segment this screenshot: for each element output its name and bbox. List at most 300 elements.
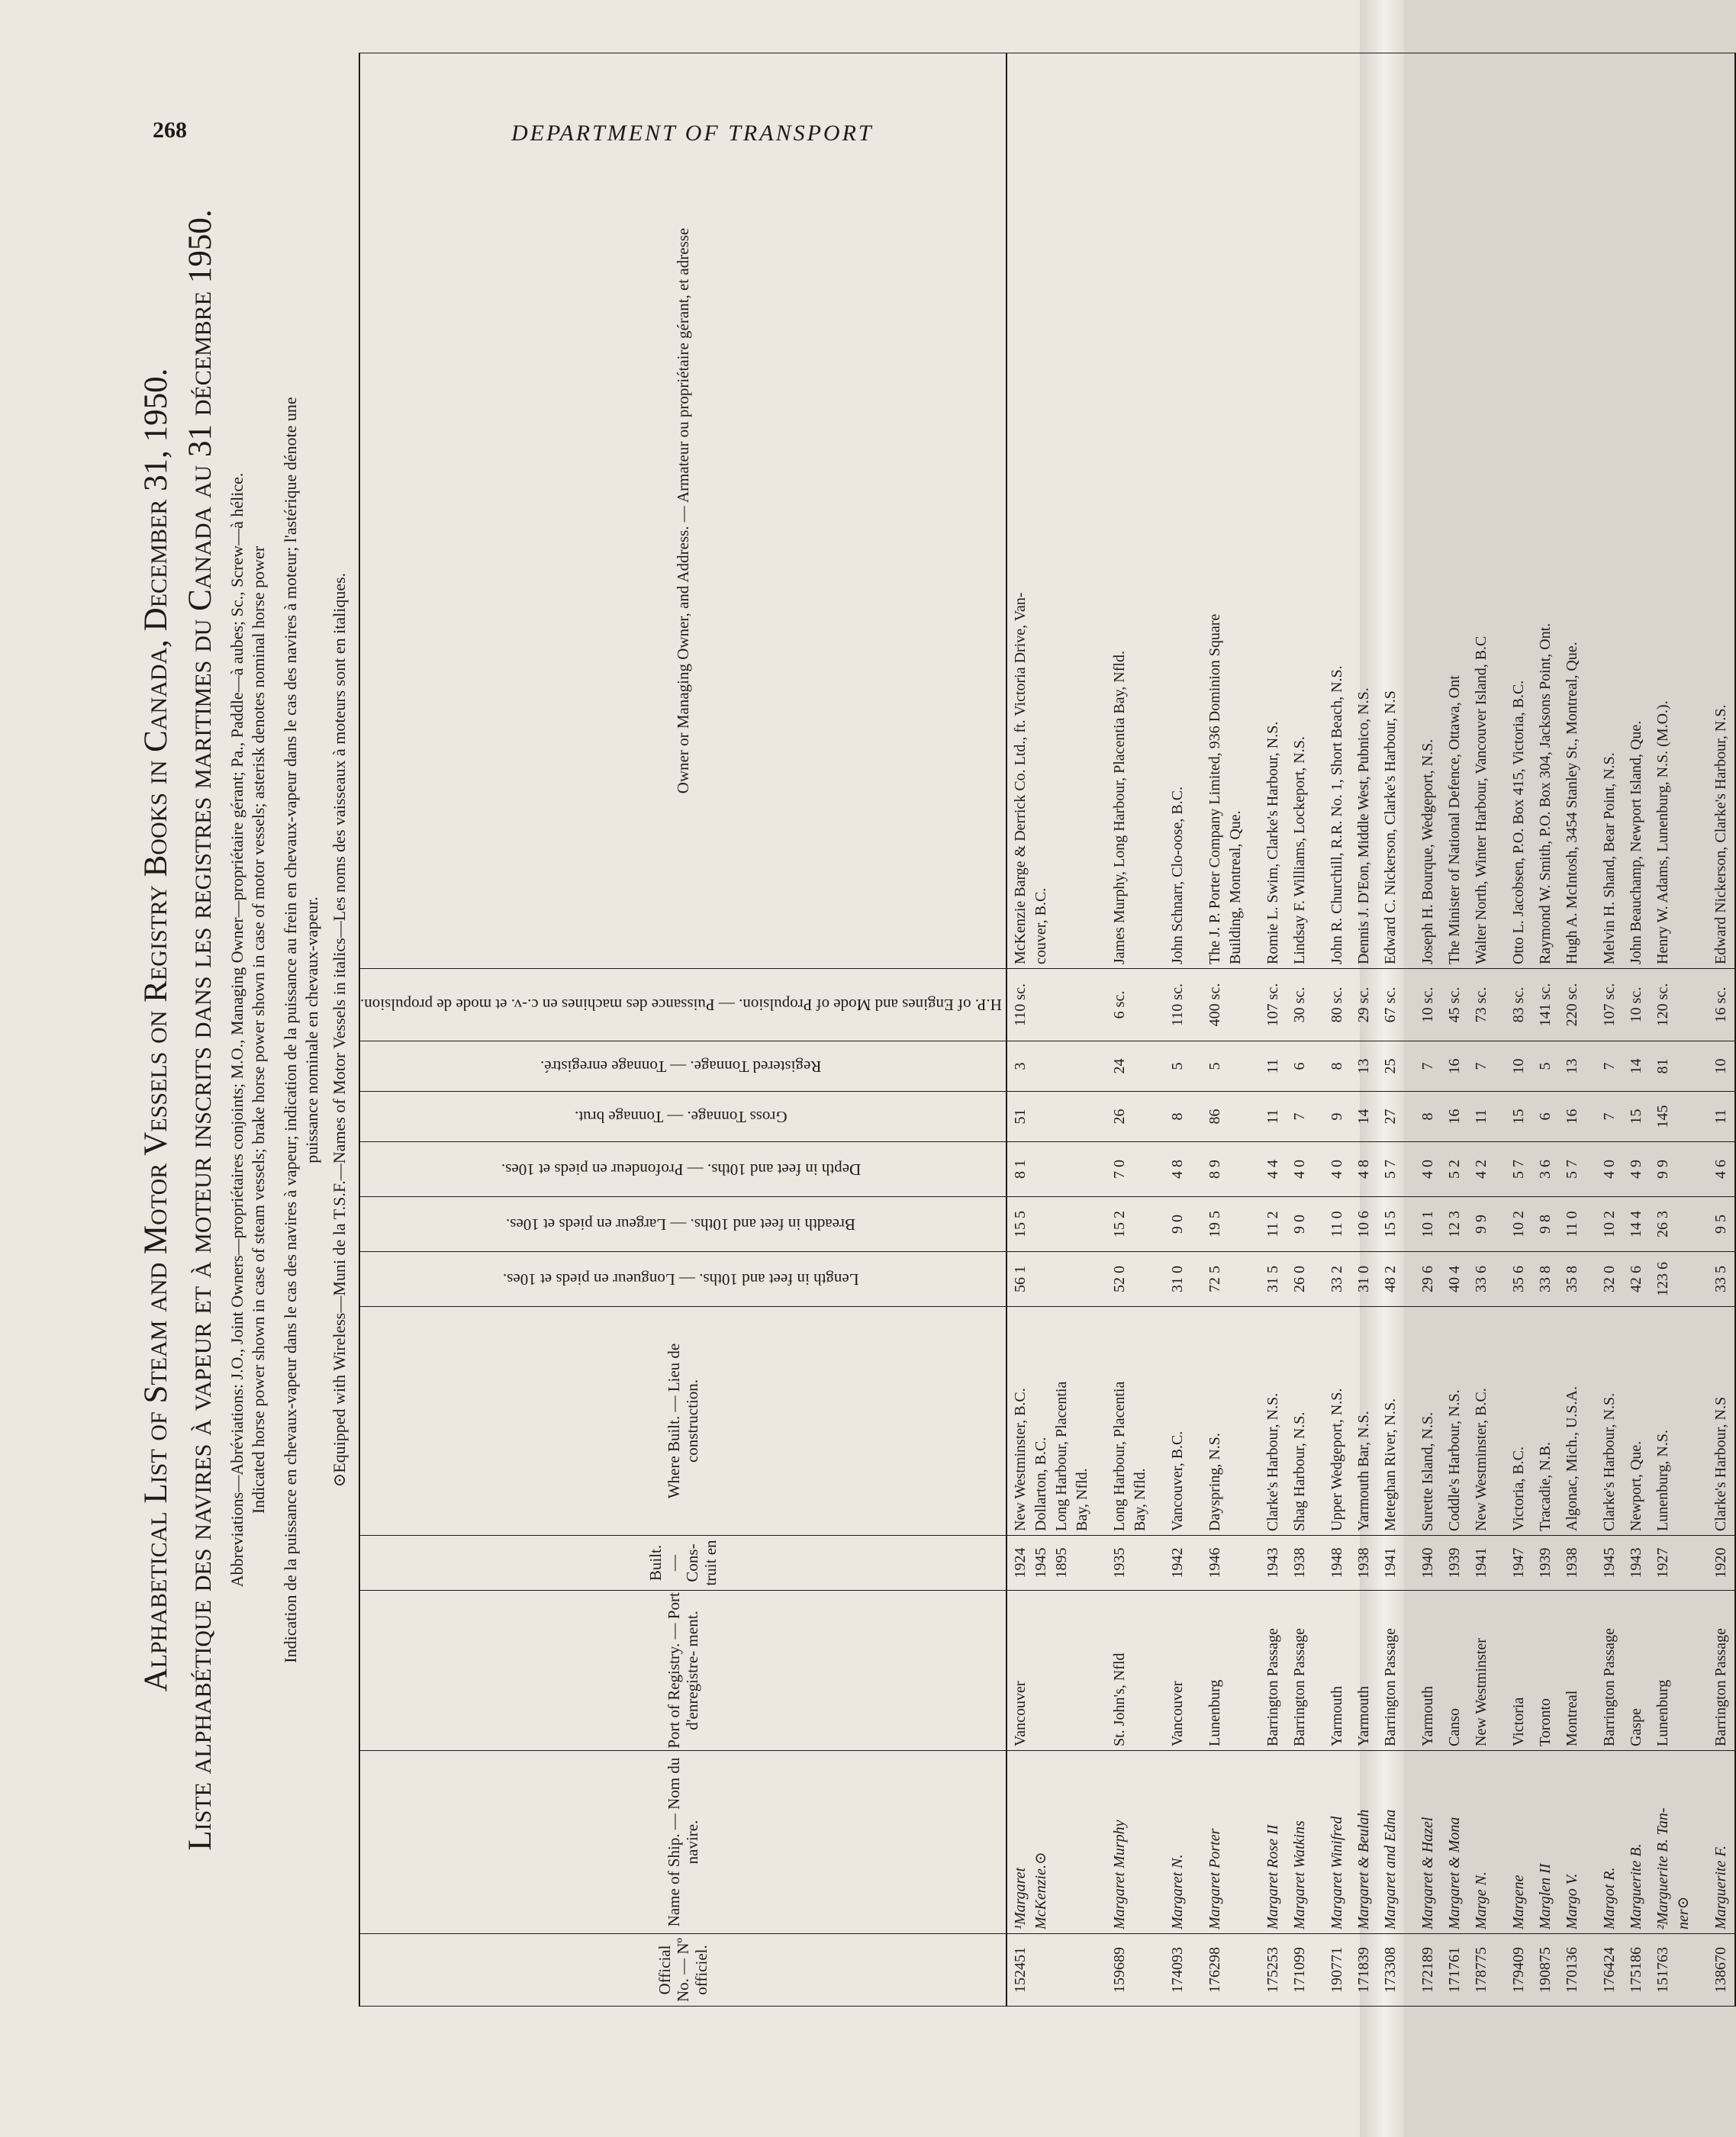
col-hp	[359, 969, 1006, 1041]
ship-name-cell-line: Margaret and Edna	[1381, 1809, 1399, 1929]
built-year-cell-line: 1941	[1381, 1547, 1399, 1579]
gross-tonnage-cell: 86	[1191, 1092, 1249, 1142]
wireless-note: ⊙Equipped with Wireless—Muni de la T.S.F.—Names of Motor Vessels in italics—Les noms des vaisseaux à moteurs sont en italiques.	[330, 572, 349, 1488]
horse-power-cell: 141 sc.	[1532, 969, 1559, 1041]
breadth-cell: 26 3	[1650, 1197, 1697, 1252]
col-official-no: Official No. — Nº officiel.	[359, 1934, 1006, 2007]
depth-cell: 4 4	[1249, 1142, 1287, 1197]
table-row	[1697, 53, 1735, 2007]
where-built-cell	[1006, 1307, 1096, 1536]
ship-name-cell	[1468, 1751, 1495, 1934]
registered-tonnage-cell: 13	[1559, 1041, 1586, 1092]
length-cell: 123 6	[1650, 1252, 1697, 1307]
breadth-cell: 9 5	[1697, 1197, 1735, 1252]
breadth-cell: 10 6	[1351, 1197, 1377, 1252]
where-built-cell	[1441, 1307, 1468, 1536]
col-gross	[359, 1092, 1006, 1142]
owner-cell	[1532, 53, 1559, 969]
length-cell: 26 0	[1287, 1252, 1313, 1307]
depth-cell: 4 9	[1623, 1142, 1650, 1197]
where-built-cell-line: Dayspring, N.S.	[1206, 1433, 1223, 1531]
official-no-cell: 151763	[1650, 1934, 1697, 2007]
registered-tonnage-cell: 14	[1623, 1041, 1650, 1092]
ship-name-cell	[1623, 1751, 1650, 1934]
horse-power-cell: 110 sc.	[1154, 969, 1191, 1041]
built-year-cell-line: 1927	[1654, 1547, 1671, 1579]
ship-name-cell-line: Margot R.	[1600, 1867, 1618, 1929]
owner-cell	[1191, 53, 1249, 969]
port-cell: Yarmouth	[1313, 1591, 1351, 1751]
breadth-cell: 9 0	[1154, 1197, 1191, 1252]
depth-cell: 4 2	[1468, 1142, 1495, 1197]
port-cell: Vancouver	[1154, 1591, 1191, 1751]
where-built-cell	[1351, 1307, 1377, 1536]
official-no-cell: 176298	[1191, 1934, 1249, 2007]
horse-power-cell: 107 sc.	[1249, 969, 1287, 1041]
port-cell: Montreal	[1559, 1591, 1586, 1751]
owner-cell	[1313, 53, 1351, 969]
built-year-cell	[1586, 1536, 1623, 1591]
rotated-table-sheet	[122, 31, 1729, 2029]
french-indication-note-cont: puissance nominale en chevaux-vapeur.	[302, 896, 321, 1163]
ship-name-cell-line: Margaret & Mona	[1445, 1817, 1463, 1929]
table-row	[1351, 53, 1377, 2007]
gross-tonnage-cell: 8	[1404, 1092, 1441, 1142]
where-built-cell-line: Tracadie, N.B.	[1536, 1441, 1554, 1531]
owner-cell-line: Henry W. Adams, Lunenburg, N.S. (M.O.).	[1654, 700, 1671, 964]
gross-tonnage-cell: 145	[1650, 1092, 1697, 1142]
gross-tonnage-cell: 7	[1287, 1092, 1313, 1142]
built-year-cell	[1559, 1536, 1586, 1591]
where-built-cell	[1249, 1307, 1287, 1536]
col-owner: Owner or Managing Owner, and Address. — Armateur ou propriétaire gérant, et adresse	[359, 53, 1006, 969]
gross-tonnage-cell: 14	[1351, 1092, 1377, 1142]
depth-cell: 4 6	[1697, 1142, 1735, 1197]
built-year-cell-line: 1943	[1627, 1547, 1644, 1579]
registered-tonnage-cell: 5	[1154, 1041, 1191, 1092]
horse-power-cell: 30 sc.	[1287, 969, 1313, 1041]
table-row	[1249, 53, 1287, 2007]
built-year-cell	[1404, 1536, 1441, 1591]
built-year-cell	[1154, 1536, 1191, 1591]
owner-cell	[1006, 53, 1096, 969]
gross-tonnage-cell: 51	[1006, 1092, 1096, 1142]
depth-cell: 3 6	[1532, 1142, 1559, 1197]
breadth-cell: 14 4	[1623, 1197, 1650, 1252]
length-cell: 52 0	[1096, 1252, 1154, 1307]
breadth-cell: 15 2	[1096, 1197, 1154, 1252]
built-year-cell	[1468, 1536, 1495, 1591]
owner-cell-line: Lindsay F. Williams, Lockeport, N.S.	[1290, 736, 1308, 964]
owner-cell	[1623, 53, 1650, 969]
port-cell: Canso	[1441, 1591, 1468, 1751]
ship-name-cell-line: Margaret & Beulah	[1354, 1809, 1372, 1929]
owner-cell-line: Building, Montreal, Que.	[1226, 810, 1244, 964]
ship-name-cell	[1650, 1751, 1697, 1934]
gross-tonnage-cell: 16	[1441, 1092, 1468, 1142]
built-year-cell	[1096, 1536, 1154, 1591]
port-cell: Yarmouth	[1404, 1591, 1441, 1751]
official-no-cell: 176424	[1586, 1934, 1623, 2007]
breadth-cell: 11 0	[1313, 1197, 1351, 1252]
table-row	[1006, 53, 1096, 2007]
table-row	[1586, 53, 1623, 2007]
port-cell: Gaspe	[1623, 1591, 1650, 1751]
length-cell: 33 2	[1313, 1252, 1351, 1307]
ship-name-cell-line: Margaret N.	[1168, 1854, 1186, 1929]
owner-cell-line: Hugh A. McIntosh, 3454 Stanley St., Montreal, Que.	[1563, 642, 1580, 964]
length-cell: 40 4	[1441, 1252, 1468, 1307]
built-year-cell	[1287, 1536, 1313, 1591]
where-built-cell-line: Upper Wedgeport, N.S.	[1328, 1388, 1345, 1531]
col-depth	[359, 1142, 1006, 1197]
horse-power-cell: 110 sc.	[1006, 969, 1096, 1041]
col-name: Name of Ship. — Nom du navire.	[359, 1751, 1006, 1934]
depth-cell: 5 7	[1559, 1142, 1586, 1197]
col-port: Port of Registry. — Port d'enregistre- ment.	[359, 1591, 1006, 1751]
where-built-cell	[1191, 1307, 1249, 1536]
official-no-cell: 159689	[1096, 1934, 1154, 2007]
ship-name-cell-line: Margaret Watkins	[1290, 1820, 1308, 1929]
department-title: DEPARTMENT OF TRANSPORT	[511, 121, 874, 146]
length-cell: 31 5	[1249, 1252, 1287, 1307]
official-no-cell: 179409	[1495, 1934, 1532, 2007]
built-year-cell-line: 1940	[1419, 1547, 1436, 1579]
col-breadth	[359, 1197, 1006, 1252]
ship-name-cell	[1191, 1751, 1249, 1934]
port-cell: Vancouver	[1006, 1591, 1096, 1751]
ship-name-cell-line: Margaret & Hazel	[1419, 1817, 1436, 1929]
horse-power-cell: 29 sc.	[1351, 969, 1377, 1041]
horse-power-cell: 107 sc.	[1586, 969, 1623, 1041]
depth-cell: 9 9	[1650, 1142, 1697, 1197]
where-built-cell	[1096, 1307, 1154, 1536]
table-body	[1006, 53, 1735, 2007]
owner-cell	[1351, 53, 1377, 969]
col-built: Built. — Cons- truit en	[359, 1536, 1006, 1591]
owner-cell	[1096, 53, 1154, 969]
breadth-cell: 10 2	[1495, 1197, 1532, 1252]
breadth-cell: 9 0	[1287, 1197, 1313, 1252]
ship-name-cell	[1697, 1751, 1735, 1934]
col-depth-label: Depth in feet and 10ths. — Profondeur en pieds et 10es.	[501, 1160, 862, 1179]
ship-name-cell-line: Margaret Rose II	[1264, 1824, 1281, 1929]
port-cell: St. John's, Nfld	[1096, 1591, 1154, 1751]
owner-cell	[1154, 53, 1191, 969]
depth-cell: 4 0	[1404, 1142, 1441, 1197]
length-cell: 56 1	[1006, 1252, 1096, 1307]
built-year-cell	[1532, 1536, 1559, 1591]
depth-cell: 4 0	[1287, 1142, 1313, 1197]
official-no-cell: 190875	[1532, 1934, 1559, 2007]
registered-tonnage-cell: 5	[1191, 1041, 1249, 1092]
where-built-cell-line: Dollarton, B.C.	[1032, 1437, 1049, 1531]
where-built-cell	[1287, 1307, 1313, 1536]
length-cell: 33 8	[1532, 1252, 1559, 1307]
table-row	[1191, 53, 1249, 2007]
ship-name-cell	[1154, 1751, 1191, 1934]
where-built-cell-line: Long Harbour, Placentia	[1052, 1381, 1070, 1531]
gross-tonnage-cell: 26	[1096, 1092, 1154, 1142]
port-cell: Yarmouth	[1351, 1591, 1377, 1751]
col-gross-label: Gross Tonnage. — Tonnage brut.	[575, 1107, 787, 1126]
depth-cell: 4 8	[1154, 1142, 1191, 1197]
owner-cell	[1468, 53, 1495, 969]
where-built-cell	[1154, 1307, 1191, 1536]
owner-cell-line: Edward C. Nickerson, Clarke's Harbour, N.S	[1381, 690, 1399, 964]
official-no-cell: 171839	[1351, 1934, 1377, 2007]
ship-name-cell-line: Margaret Porter	[1206, 1828, 1223, 1929]
official-no-cell: 170136	[1559, 1934, 1586, 2007]
built-year-cell	[1191, 1536, 1249, 1591]
official-no-cell: 175253	[1249, 1934, 1287, 2007]
port-cell: Barrington Passage	[1697, 1591, 1735, 1751]
depth-cell: 4 0	[1313, 1142, 1351, 1197]
ship-name-cell	[1287, 1751, 1313, 1934]
owner-cell-line: John R. Churchill, R.R. No. 1, Short Beach, N.S.	[1328, 665, 1345, 964]
horse-power-cell: 10 sc.	[1404, 969, 1441, 1041]
where-built-cell-line: Bay, Nfld.	[1073, 1468, 1090, 1531]
built-year-cell	[1623, 1536, 1650, 1591]
depth-cell: 5 7	[1495, 1142, 1532, 1197]
where-built-cell	[1313, 1307, 1351, 1536]
registered-tonnage-cell: 11	[1249, 1041, 1287, 1092]
length-cell: 48 2	[1377, 1252, 1404, 1307]
table-row	[1650, 53, 1697, 2007]
depth-cell: 5 2	[1441, 1142, 1468, 1197]
ship-name-cell	[1006, 1751, 1096, 1934]
length-cell: 29 6	[1404, 1252, 1441, 1307]
built-year-cell-line: 1947	[1509, 1547, 1527, 1579]
where-built-cell-line: Meteghan River, N.S.	[1381, 1398, 1399, 1531]
registered-tonnage-cell: 25	[1377, 1041, 1404, 1092]
depth-cell: 7 0	[1096, 1142, 1154, 1197]
breadth-cell: 11 0	[1559, 1197, 1586, 1252]
ship-name-cell-line: Marglen II	[1536, 1863, 1554, 1929]
ship-name-cell	[1404, 1751, 1441, 1934]
ship-name-cell-line: McKenzie.⊙	[1032, 1852, 1049, 1929]
gross-tonnage-cell: 15	[1623, 1092, 1650, 1142]
registered-tonnage-cell: 24	[1096, 1041, 1154, 1092]
ship-name-cell-line: ²Marguerite B. Tan-	[1654, 1807, 1671, 1929]
table-row	[1377, 53, 1404, 2007]
where-built-cell-line: Lunenburg, N.S.	[1654, 1430, 1671, 1531]
registered-tonnage-cell: 3	[1006, 1041, 1096, 1092]
french-indication-note: Indication de la puissance en chevaux-vapeur dans le cas des navires à vapeur; indication de la puissance au frein en chevaux-vapeur dans le cas des navires à moteur; l'astérique dénote une	[281, 397, 300, 1663]
where-built-cell-line: Long Harbour, Placentia	[1110, 1381, 1128, 1531]
gross-tonnage-cell: 9	[1313, 1092, 1351, 1142]
registered-tonnage-cell: 16	[1441, 1041, 1468, 1092]
gross-tonnage-cell: 15	[1495, 1092, 1532, 1142]
horse-power-cell: 73 sc.	[1468, 969, 1495, 1041]
owner-cell-line: Otto L. Jacobsen, P.O. Box 415, Victoria, B.C.	[1509, 680, 1527, 964]
built-year-cell-line: 1943	[1264, 1547, 1281, 1579]
where-built-cell-line: Coddle's Harbour, N.S.	[1445, 1389, 1463, 1531]
built-year-cell-line: 1920	[1712, 1547, 1729, 1579]
table-row	[1559, 53, 1586, 2007]
where-built-cell-line: Algonac, Mich., U.S.A.	[1563, 1386, 1580, 1531]
table-row	[1154, 53, 1191, 2007]
where-built-cell-line: Yarmouth Bar, N.S.	[1354, 1411, 1372, 1531]
length-cell: 32 0	[1586, 1252, 1623, 1307]
registered-tonnage-cell: 6	[1287, 1041, 1313, 1092]
depth-cell: 8 9	[1191, 1142, 1249, 1197]
ship-name-cell	[1096, 1751, 1154, 1934]
official-no-cell: 178775	[1468, 1934, 1495, 2007]
horse-power-cell: 120 sc.	[1650, 969, 1697, 1041]
owner-cell	[1441, 53, 1468, 969]
port-cell: Lunenburg	[1650, 1591, 1697, 1751]
ship-name-cell-line: Margaret Winifred	[1328, 1816, 1345, 1929]
ship-name-cell-line: Marge N.	[1472, 1871, 1490, 1929]
gross-tonnage-cell: 7	[1586, 1092, 1623, 1142]
official-no-cell: 171099	[1287, 1934, 1313, 2007]
built-year-cell-line: 1895	[1052, 1547, 1070, 1579]
where-built-cell-line: Surette Island, N.S.	[1419, 1411, 1436, 1531]
official-no-cell: 174093	[1154, 1934, 1191, 2007]
registered-tonnage-cell: 7	[1468, 1041, 1495, 1092]
where-built-cell-line: Bay, Nfld.	[1131, 1468, 1148, 1531]
horse-power-cell: 80 sc.	[1313, 969, 1351, 1041]
registered-tonnage-cell: 5	[1532, 1041, 1559, 1092]
horse-power-cell: 16 sc.	[1697, 969, 1735, 1041]
owner-cell-line: Raymond W. Smith, P.O. Box 304, Jacksons Point, Ont.	[1536, 623, 1554, 964]
built-year-cell-line: 1946	[1206, 1547, 1223, 1579]
ship-name-cell-line: ¹Margaret	[1011, 1867, 1029, 1929]
french-title: Liste alphabétique des navires à vapeur et à moteur inscrits dans les registres maritimes du Canada au 31 décembre 1950.	[182, 209, 218, 1851]
where-built-cell-line: Shag Harbour, N.S.	[1290, 1411, 1308, 1531]
table-row	[1441, 53, 1468, 2007]
official-no-cell: 172189	[1404, 1934, 1441, 2007]
where-built-cell	[1404, 1307, 1441, 1536]
built-year-cell-line: 1924	[1011, 1547, 1029, 1579]
gross-tonnage-cell: 11	[1468, 1092, 1495, 1142]
ship-name-cell	[1351, 1751, 1377, 1934]
vessel-registry-table	[359, 53, 1736, 2007]
breadth-cell: 10 1	[1404, 1197, 1441, 1252]
where-built-cell-line: Clarke's Harbour, N.S	[1712, 1396, 1729, 1531]
built-year-cell-line: 1948	[1328, 1547, 1345, 1579]
registered-tonnage-cell: 8	[1313, 1041, 1351, 1092]
port-cell: Barrington Passage	[1586, 1591, 1623, 1751]
owner-cell-line: Dennis J. D'Eon, Middle West, Pubnico, N.S.	[1354, 687, 1372, 964]
gross-tonnage-cell: 16	[1559, 1092, 1586, 1142]
length-cell: 33 5	[1697, 1252, 1735, 1307]
ship-name-cell-line: Margo V.	[1563, 1873, 1580, 1929]
built-year-cell-line: 1945	[1032, 1547, 1049, 1579]
owner-cell-line: McKenzie Barge & Derrick Co. Ltd., ft. Victoria Drive, Van-	[1011, 592, 1029, 964]
port-cell: Lunenburg	[1191, 1591, 1249, 1751]
where-built-cell	[1377, 1307, 1404, 1536]
registered-tonnage-cell: 10	[1697, 1041, 1735, 1092]
english-title: Alphabetical List of Steam and Motor Vessels on Registry Books in Canada, December 31, 1950.	[138, 368, 174, 1692]
built-year-cell-line: 1945	[1600, 1547, 1618, 1579]
port-cell: Barrington Passage	[1249, 1591, 1287, 1751]
depth-cell: 4 8	[1351, 1142, 1377, 1197]
built-year-cell-line: 1939	[1445, 1547, 1463, 1579]
where-built-cell	[1697, 1307, 1735, 1536]
length-cell: 35 8	[1559, 1252, 1586, 1307]
where-built-cell-line: Clarke's Harbour, N.S.	[1264, 1392, 1281, 1531]
horse-power-cell: 45 sc.	[1441, 969, 1468, 1041]
table-row	[1404, 53, 1441, 2007]
table-row	[1495, 53, 1532, 2007]
ship-name-cell	[1377, 1751, 1404, 1934]
col-registered-label: Registered Tonnage. — Tonnage enregistré.	[540, 1057, 822, 1076]
length-cell: 31 0	[1154, 1252, 1191, 1307]
official-no-cell: 152451	[1006, 1934, 1096, 2007]
where-built-cell-line: Vancouver, B.C.	[1168, 1431, 1186, 1531]
built-year-cell-line: 1941	[1472, 1547, 1490, 1579]
ship-name-cell	[1586, 1751, 1623, 1934]
breadth-cell: 19 5	[1191, 1197, 1249, 1252]
ship-name-cell	[1313, 1751, 1351, 1934]
built-year-cell-line: 1935	[1110, 1547, 1128, 1579]
built-year-cell	[1495, 1536, 1532, 1591]
owner-cell	[1287, 53, 1313, 969]
owner-cell-line: Romie L. Swim, Clarke's Harbour, N.S.	[1264, 721, 1281, 964]
owner-cell-line: Melvin H. Shand, Bear Point, N.S.	[1600, 752, 1618, 964]
built-year-cell-line: 1938	[1290, 1547, 1308, 1579]
official-no-cell: 175186	[1623, 1934, 1650, 2007]
port-cell: New Westminster	[1468, 1591, 1495, 1751]
abbreviations-note: Abbreviations—Abréviations: J.O., Joint Owners—propriétaires conjoints; M.O., Managing Owner—propriétaire gérant; Pa., Paddle—à aubes; Sc., Screw—à hélice.	[227, 472, 246, 1588]
owner-cell-line: Edward Nickerson, Clarke's Harbour, N.S.	[1712, 704, 1729, 964]
where-built-cell	[1468, 1307, 1495, 1536]
port-cell: Toronto	[1532, 1591, 1559, 1751]
table-row	[1096, 53, 1154, 2007]
built-year-cell-line: 1938	[1563, 1547, 1580, 1579]
registered-tonnage-cell: 7	[1404, 1041, 1441, 1092]
ship-name-cell-line: ner⊙	[1674, 1896, 1692, 1929]
ship-name-cell-line: Marguerite F.	[1712, 1846, 1729, 1929]
table-row	[1532, 53, 1559, 2007]
where-built-cell	[1650, 1307, 1697, 1536]
col-breadth-label: Breadth in feet and 10ths. — Largeur en pieds et 10es.	[506, 1215, 856, 1234]
table-row	[1287, 53, 1313, 2007]
gross-tonnage-cell: 27	[1377, 1092, 1404, 1142]
owner-cell	[1697, 53, 1735, 969]
breadth-cell: 12 3	[1441, 1197, 1468, 1252]
gross-tonnage-cell: 8	[1154, 1092, 1191, 1142]
horse-power-cell: 67 sc.	[1377, 969, 1404, 1041]
built-year-cell	[1441, 1536, 1468, 1591]
horse-power-cell: 10 sc.	[1623, 969, 1650, 1041]
owner-cell-line: Joseph H. Bourque, Wedgeport, N.S.	[1419, 739, 1436, 964]
breadth-cell: 9 9	[1468, 1197, 1495, 1252]
ship-name-cell	[1495, 1751, 1532, 1934]
breadth-cell: 10 2	[1586, 1197, 1623, 1252]
where-built-cell	[1495, 1307, 1532, 1536]
owner-cell	[1495, 53, 1532, 969]
built-year-cell	[1006, 1536, 1096, 1591]
built-year-cell	[1697, 1536, 1735, 1591]
table-row	[1468, 53, 1495, 2007]
official-no-cell: 171761	[1441, 1934, 1468, 2007]
registered-tonnage-cell: 7	[1586, 1041, 1623, 1092]
gross-tonnage-cell: 11	[1697, 1092, 1735, 1142]
built-year-cell	[1351, 1536, 1377, 1591]
port-cell: Barrington Passage	[1287, 1591, 1313, 1751]
gross-tonnage-cell: 11	[1249, 1092, 1287, 1142]
registered-tonnage-cell: 10	[1495, 1041, 1532, 1092]
breadth-cell: 9 8	[1532, 1197, 1559, 1252]
where-built-cell	[1559, 1307, 1586, 1536]
depth-cell: 4 0	[1586, 1142, 1623, 1197]
owner-cell-line: James Murphy, Long Harbour, Placentia Bay, Nfld.	[1110, 651, 1128, 964]
gross-tonnage-cell: 6	[1532, 1092, 1559, 1142]
breadth-cell: 15 5	[1006, 1197, 1096, 1252]
